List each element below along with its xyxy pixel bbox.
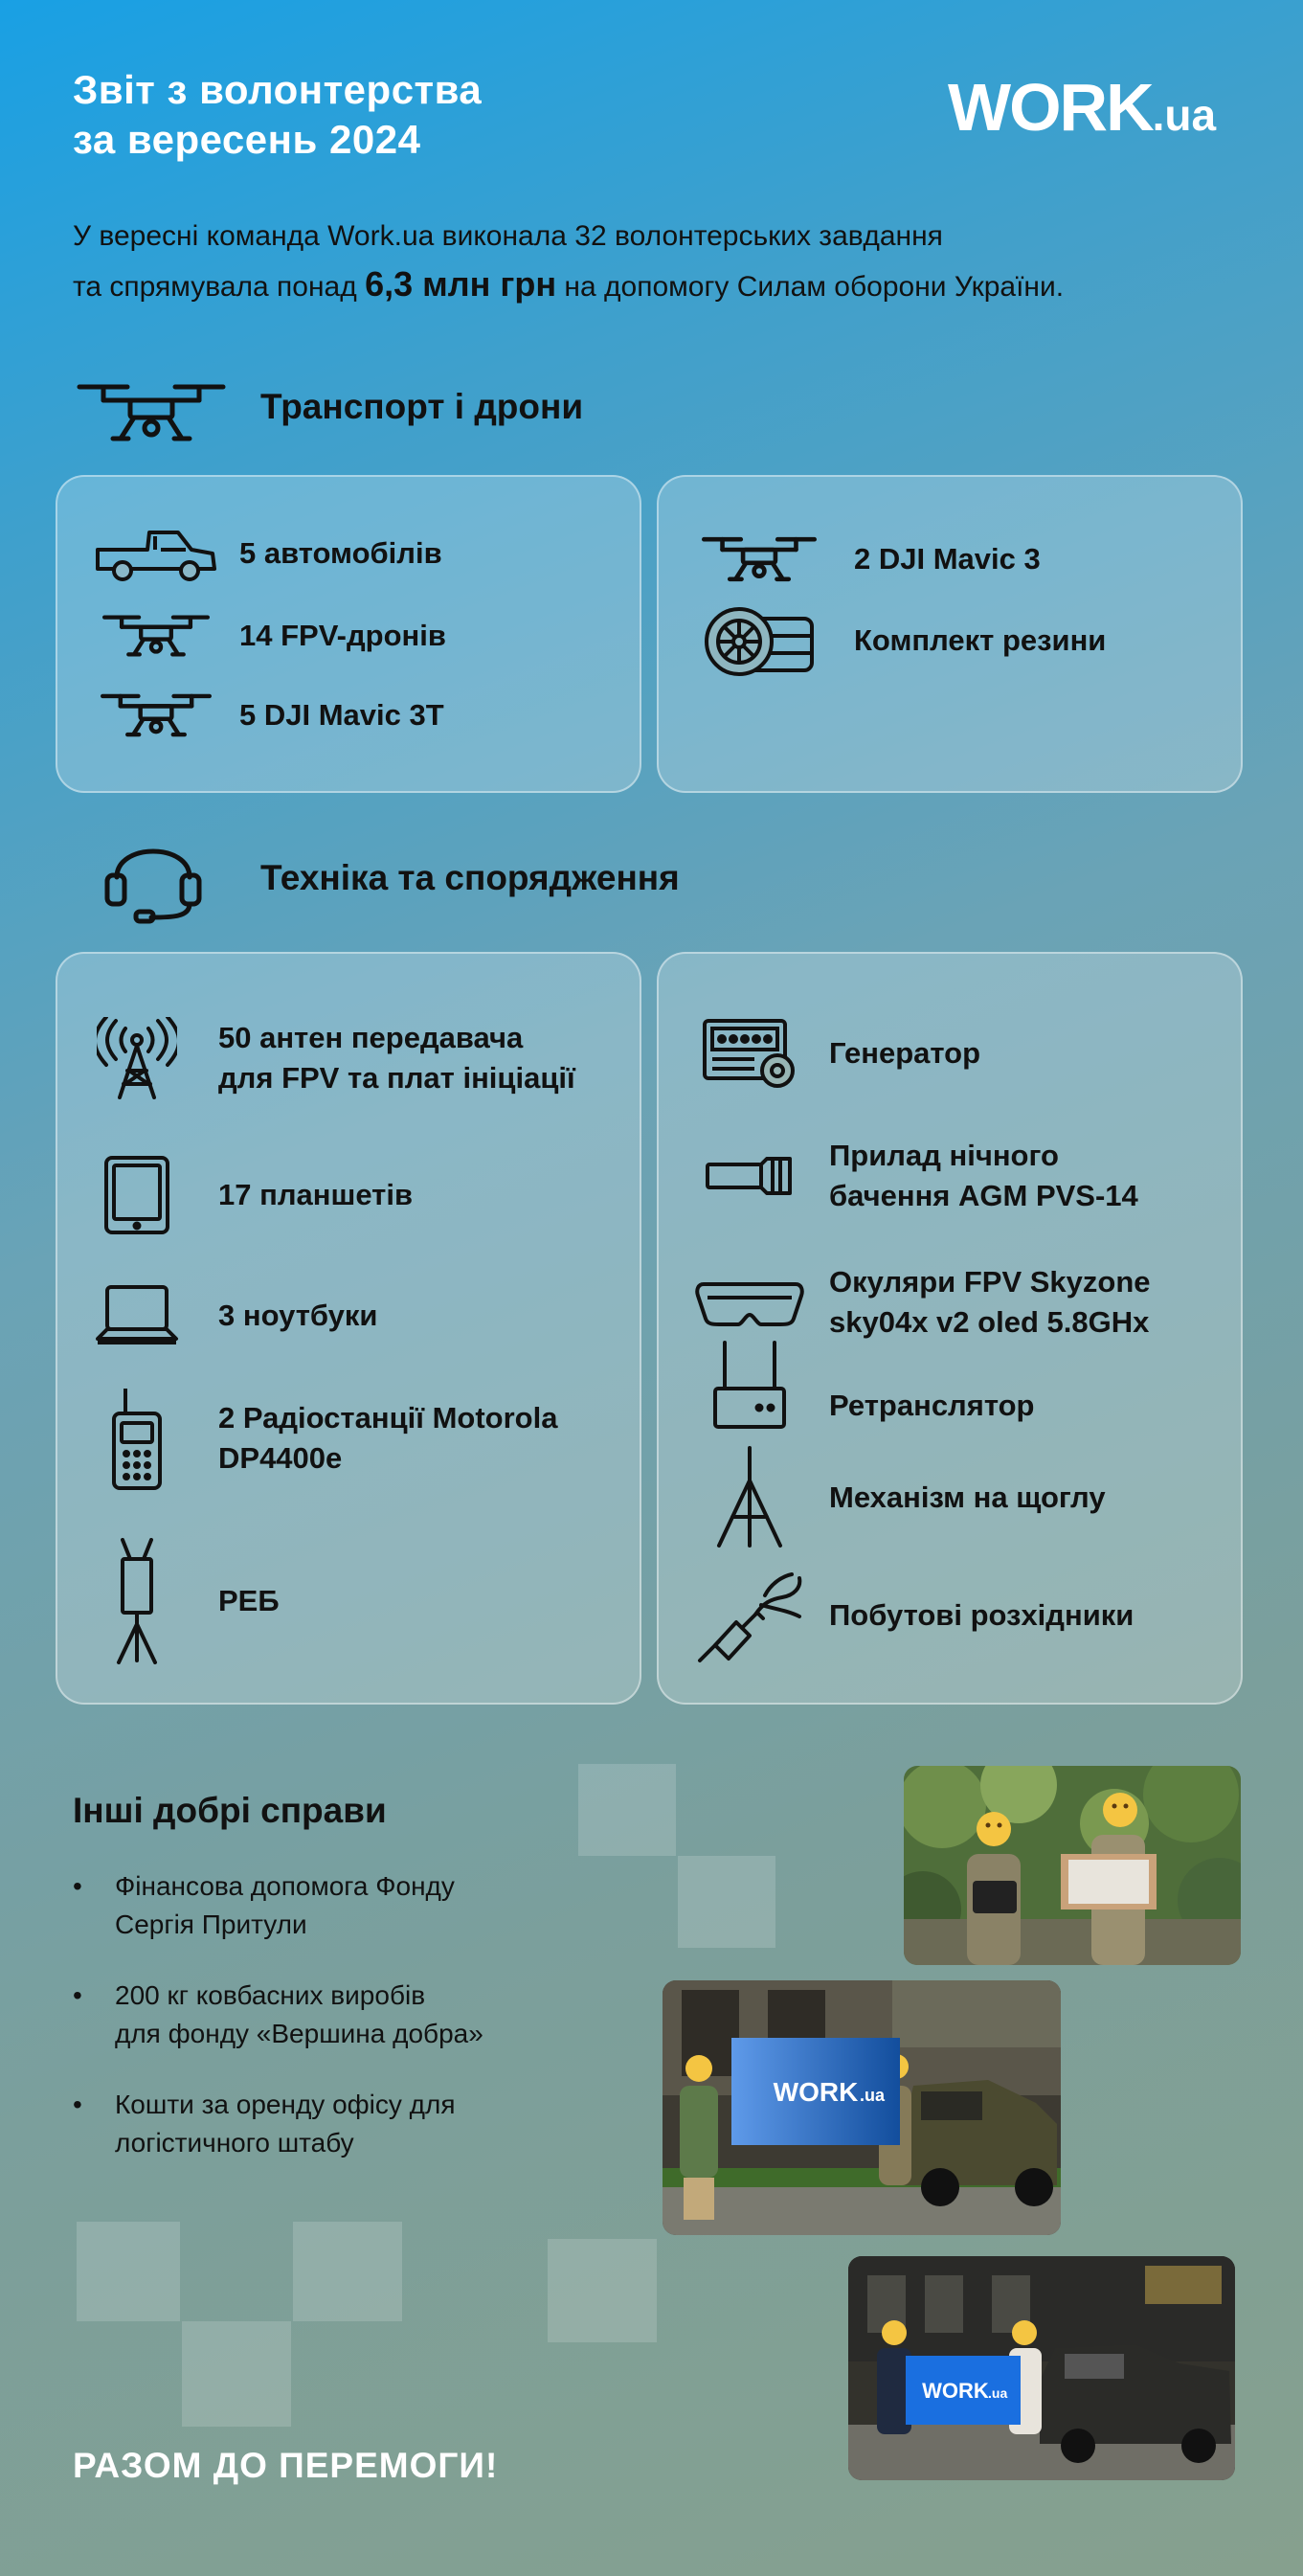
flag-text: WORK	[922, 2379, 989, 2403]
workua-logo[interactable]	[948, 69, 1216, 146]
equipment-item-label: Побутові розхідники	[829, 1598, 1135, 1632]
list-item: • 200 кг ковбасних виробів для фонду «Вершина добра»	[73, 1977, 580, 2053]
intro-line-2-post: на допомогу Силам оборони України.	[556, 271, 1065, 303]
equipment-heading: Техніка та спорядження	[260, 858, 680, 897]
logo-main: WORK	[948, 70, 1153, 145]
equipment-item	[84, 1155, 413, 1235]
headset-icon	[103, 829, 203, 925]
equipment-item	[687, 1339, 1035, 1431]
equipment-item-label: Механізм на щоглу	[829, 1480, 1106, 1514]
intro-amount: 6,3 млн грн	[365, 264, 557, 304]
equipment-item-label: бачення AGM PVS-14	[829, 1179, 1138, 1212]
equipment-item-label: 3 ноутбуки	[218, 1299, 378, 1332]
transport-heading: Транспорт і дрони	[260, 387, 584, 426]
title-line-1: Звіт з волонтерства	[73, 67, 483, 112]
list-item-line: для фонду «Вершина добра»	[115, 2019, 483, 2048]
photo-flag-with-pickup	[848, 2256, 1235, 2480]
photo-soldiers-with-box	[904, 1766, 1241, 1965]
title-line-2: за вересень 2024	[73, 117, 421, 162]
decor-tile	[293, 2222, 402, 2321]
generator-icon	[687, 1017, 812, 1090]
equipment-item-label: DP4400e	[218, 1441, 343, 1475]
transport-item-label: Комплект резини	[854, 623, 1107, 657]
equipment-item-label: Генератор	[829, 1036, 981, 1070]
transport-item	[94, 688, 444, 743]
transport-item-label: 14 FPV-дронів	[239, 619, 446, 652]
photo-flag-with-suv	[663, 1980, 1061, 2235]
equipment-item-label: Ретранслятор	[829, 1389, 1035, 1422]
transport-item-label: 5 автомобілів	[239, 536, 442, 570]
walkie-talkie-icon	[84, 1385, 190, 1492]
equipment-item-label: sky04x v2 oled 5.8GHx	[829, 1305, 1150, 1339]
slogan: РАЗОМ ДО ПЕРЕМОГИ!	[73, 2446, 499, 2485]
transport-item	[697, 531, 1041, 588]
logo-suffix: .ua	[1152, 90, 1217, 140]
equipment-item	[687, 1567, 1134, 1664]
equipment-item-label: Прилад нічного	[829, 1139, 1059, 1172]
intro-line-1: У вересні команда Work.ua виконала 32 волонтерських завдання	[73, 220, 943, 252]
other-list	[73, 1867, 580, 2195]
other-heading: Інші добрі справи	[73, 1791, 387, 1830]
equipment-item	[687, 1136, 1138, 1216]
equipment-item	[687, 1017, 980, 1090]
equipment-item	[84, 1538, 280, 1664]
flag-text-suffix: .ua	[860, 2086, 886, 2105]
list-item: • Кошти за оренду офісу для логістичного штабу	[73, 2086, 580, 2162]
drone-icon	[697, 531, 821, 588]
antenna-tower-icon	[84, 1017, 190, 1099]
night-vision-icon	[687, 1155, 812, 1197]
transport-section-icon	[75, 375, 228, 450]
intro-line-2-pre: та спрямувала понад	[73, 271, 366, 303]
equipment-item	[687, 1446, 1106, 1549]
laptop-icon	[84, 1283, 190, 1348]
decor-tile	[548, 2239, 657, 2342]
equipment-item-label: 50 антен передавача	[218, 1021, 524, 1054]
equipment-item-label: Окуляри FPV Skyzone	[829, 1265, 1151, 1299]
ew-device-icon	[84, 1538, 190, 1664]
transport-item	[697, 603, 1106, 678]
list-item-line: Кошти за оренду офісу для	[115, 2090, 456, 2119]
decor-tile	[77, 2222, 180, 2321]
page-title	[73, 65, 482, 165]
equipment-item-label: РЕБ	[218, 1584, 280, 1617]
decor-tile	[578, 1764, 676, 1856]
decor-tile	[678, 1856, 775, 1948]
drone-icon	[75, 375, 228, 450]
drone-icon	[94, 609, 218, 663]
decor-tile	[182, 2321, 291, 2427]
tires-icon	[697, 603, 821, 678]
flag-text-suffix: .ua	[988, 2385, 1008, 2401]
list-item-line: логістичного штабу	[115, 2128, 354, 2158]
equipment-item	[84, 1385, 557, 1492]
intro-line-2	[73, 260, 1279, 311]
flag-text: WORK	[773, 2077, 859, 2107]
list-item-line: Фінансова допомога Фонду	[115, 1871, 455, 1901]
drone-icon	[94, 688, 218, 743]
pickup-truck-icon	[94, 525, 218, 582]
transport-item	[94, 525, 442, 582]
fpv-goggles-icon	[687, 1277, 812, 1328]
list-item-line: Сергія Притули	[115, 1909, 307, 1939]
tablet-icon	[84, 1155, 190, 1235]
soldering-iron-icon	[687, 1567, 812, 1664]
transport-item-label: 5 DJI Mavic 3T	[239, 698, 444, 732]
list-item: • Фінансова допомога Фонду Сергія Притули	[73, 1867, 580, 1944]
transport-item-label: 2 DJI Mavic 3	[854, 542, 1041, 576]
intro-text	[73, 213, 1279, 311]
list-item-line: 200 кг ковбасних виробів	[115, 1980, 426, 2010]
equipment-item-label: для FPV та плат ініціації	[218, 1061, 575, 1095]
transport-item	[94, 609, 446, 663]
equipment-item-label: 17 планшетів	[218, 1178, 413, 1211]
repeater-icon	[687, 1339, 812, 1431]
equipment-item	[687, 1262, 1151, 1343]
equipment-item	[84, 1283, 377, 1348]
equipment-item-label: 2 Радіостанції Motorola	[218, 1401, 558, 1435]
equipment-item	[84, 1017, 575, 1099]
tripod-icon	[687, 1446, 812, 1549]
